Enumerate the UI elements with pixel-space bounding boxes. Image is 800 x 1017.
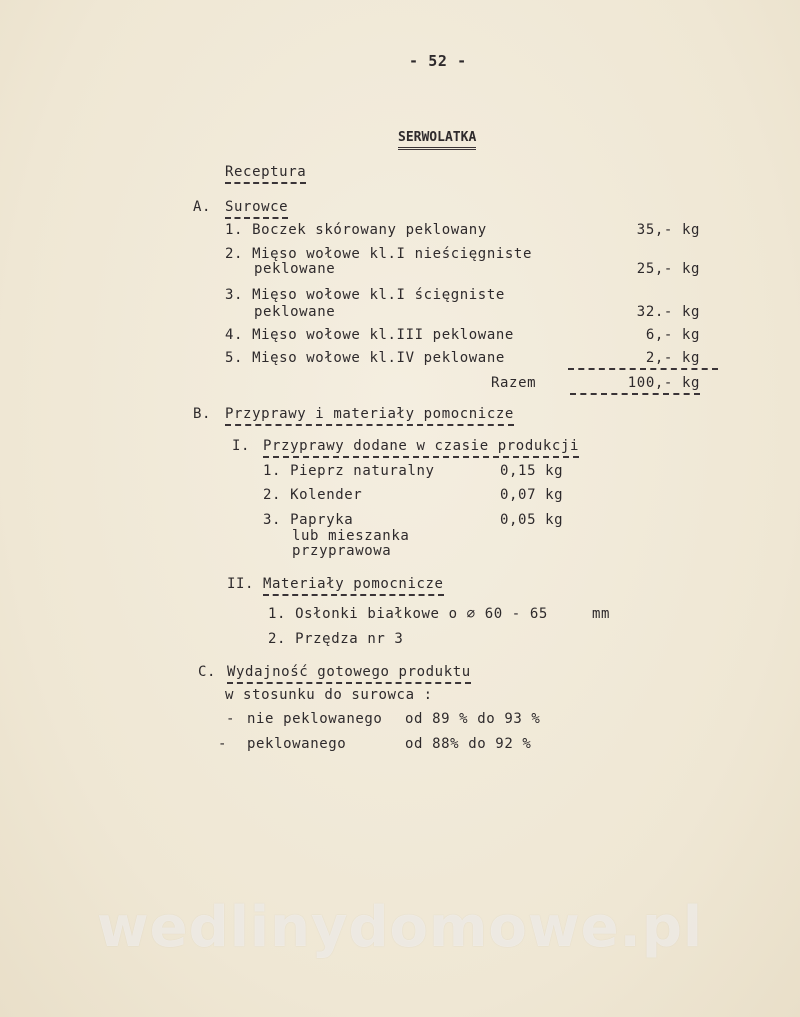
ingredient-amount: 32.- kg — [636, 304, 700, 320]
section-b-heading: Przyprawy i materiały pomocnicze — [225, 406, 514, 426]
subsection-2-heading: Materiały pomocnicze — [263, 576, 444, 596]
subsection-1-numeral: I. — [232, 438, 251, 454]
yield-range: od 88% do 92 % — [405, 736, 532, 752]
subsection-1-heading: Przyprawy dodane w czasie produkcji — [263, 438, 579, 458]
sum-rule — [568, 368, 718, 370]
ingredient-name-cont: peklowane — [254, 304, 336, 320]
page-number: - 52 - — [409, 52, 467, 70]
yield-range: od 89 % do 93 % — [405, 711, 541, 727]
document-title: SERWOLATKA — [398, 129, 476, 150]
spice-amount: 0,07 kg — [500, 487, 564, 503]
spice-name-cont: lub mieszanka — [292, 528, 410, 544]
section-a-heading: Surowce — [225, 199, 288, 219]
spice-amount: 0,15 kg — [500, 463, 564, 479]
yield-intro: w stosunku do surowca : — [225, 687, 433, 703]
yield-dash: - — [218, 736, 228, 752]
material-unit: mm — [592, 606, 611, 622]
material-item: 2. Przędza nr 3 — [268, 631, 404, 647]
total-amount: 100,- kg — [570, 375, 700, 395]
ingredient-name: 2. Mięso wołowe kl.I nieścięgniste — [225, 246, 532, 262]
ingredient-name: 3. Mięso wołowe kl.I ścięgniste — [225, 287, 505, 303]
ingredient-amount: 35,- kg — [636, 222, 700, 238]
section-c-heading: Wydajność gotowego produktu — [227, 664, 471, 684]
ingredient-name-cont: peklowane — [254, 261, 336, 277]
material-item: 1. Osłonki białkowe o ∅ 60 - 65 — [268, 606, 548, 622]
ingredient-name: 4. Mięso wołowe kl.III peklowane — [225, 327, 514, 343]
spice-name: 3. Papryka — [263, 512, 354, 528]
subsection-2-numeral: II. — [227, 576, 255, 592]
yield-dash: - — [226, 711, 236, 727]
watermark-text: wedlinydomowe.pl — [96, 895, 704, 960]
section-c-letter: C. — [198, 664, 217, 680]
spice-name-cont: przyprawowa — [292, 543, 392, 559]
yield-label: peklowanego — [247, 736, 347, 752]
section-a-letter: A. — [193, 199, 212, 215]
spice-amount: 0,05 kg — [500, 512, 564, 528]
ingredient-amount: 2,- kg — [645, 350, 700, 366]
spice-name: 2. Kolender — [263, 487, 363, 503]
section-b-letter: B. — [193, 406, 212, 422]
spice-name: 1. Pieprz naturalny — [263, 463, 435, 479]
total-label: Razem — [491, 375, 537, 391]
ingredient-amount: 25,- kg — [636, 261, 700, 277]
receptura-heading: Receptura — [225, 164, 306, 184]
ingredient-name: 5. Mięso wołowe kl.IV peklowane — [225, 350, 505, 366]
ingredient-amount: 6,- kg — [645, 327, 700, 343]
ingredient-name: 1. Boczek skórowany peklowany — [225, 222, 487, 238]
yield-label: nie peklowanego — [247, 711, 383, 727]
